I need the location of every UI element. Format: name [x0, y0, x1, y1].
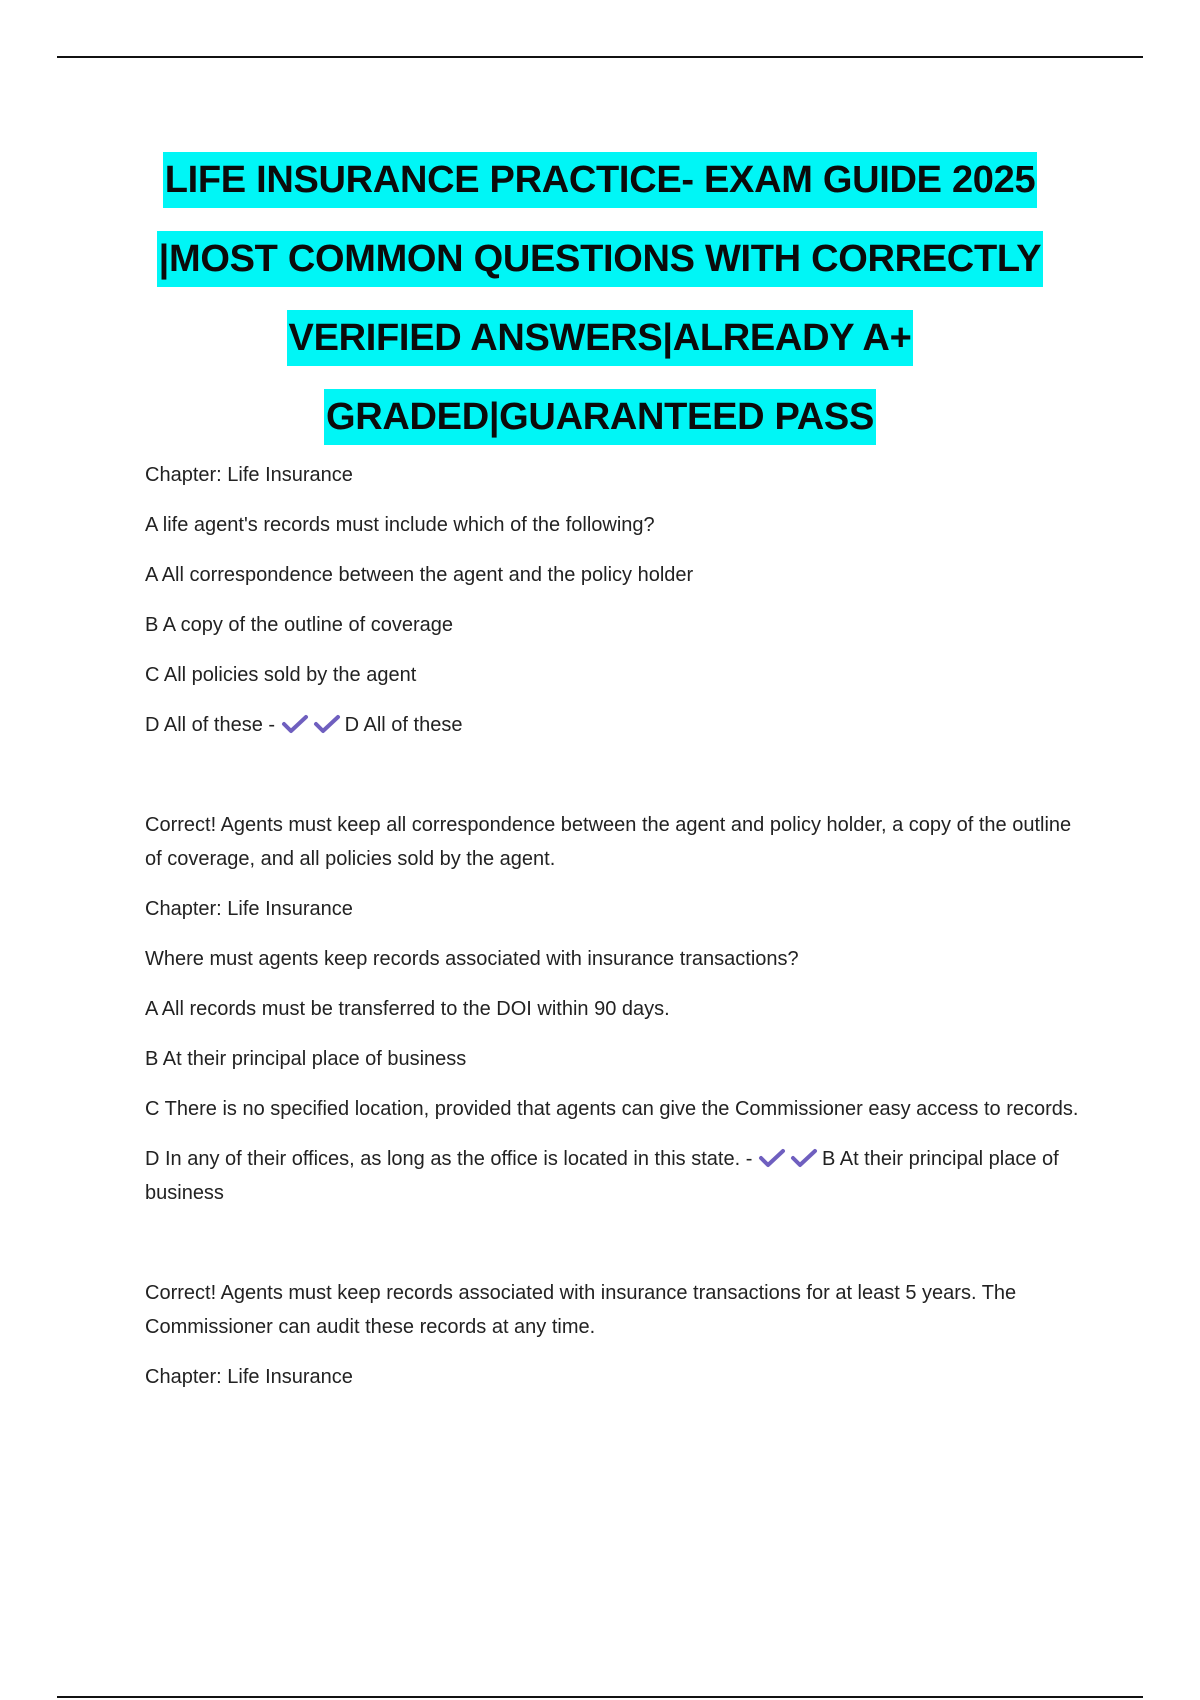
title-text: GRADED|GUARANTEED PASS: [324, 389, 876, 445]
question-text: A life agent's records must include which of the following?: [145, 514, 655, 536]
answer-option: B At their principal place of business: [145, 1048, 467, 1070]
answer-option: D In any of their offices, as long as the office is located in this state. -: [145, 1148, 753, 1170]
title-text: LIFE INSURANCE PRACTICE- EXAM GUIDE 2025: [163, 152, 1038, 208]
document-body: [145, 458, 1080, 1410]
answer-option-with-answer: [145, 1142, 1080, 1210]
title-line: [0, 219, 1200, 298]
bottom-rule: [57, 1696, 1143, 1698]
title-line: [0, 298, 1200, 377]
explanation-text: Correct! Agents must keep all correspondence between the agent and policy holder, a copy of the outline of coverage, and all policies sold by the agent.: [145, 814, 1072, 870]
answer-option: A All correspondence between the agent and the policy holder: [145, 564, 694, 586]
check-icon: [313, 713, 341, 735]
chapter-label: Chapter: Life Insurance: [145, 1366, 353, 1388]
chapter-label: Chapter: Life Insurance: [145, 464, 353, 486]
check-icon: [790, 1147, 818, 1169]
answer-option: C All policies sold by the agent: [145, 664, 417, 686]
check-icon: [758, 1147, 786, 1169]
title-line: [0, 377, 1200, 456]
answer-option-with-answer: [145, 708, 1080, 742]
explanation-text: Correct! Agents must keep records associated with insurance transactions for at least 5 years. The Commissioner can audit these records at any time.: [145, 1282, 1017, 1338]
title-line: [0, 140, 1200, 219]
answer-option: D All of these -: [145, 714, 276, 736]
check-icon: [281, 713, 309, 735]
chapter-label: Chapter: Life Insurance: [145, 898, 353, 920]
title-text: VERIFIED ANSWERS|ALREADY A+: [287, 310, 914, 366]
correct-answer: B At their principal place of business: [145, 1148, 1059, 1204]
answer-option: C There is no specified location, provided that agents can give the Commissioner easy access to records.: [145, 1098, 1079, 1120]
correct-answer: D All of these: [344, 714, 463, 736]
document-title: [0, 140, 1200, 456]
top-rule: [57, 56, 1143, 58]
answer-option: B A copy of the outline of coverage: [145, 614, 453, 636]
answer-option: A All records must be transferred to the DOI within 90 days.: [145, 998, 670, 1020]
question-text: Where must agents keep records associated with insurance transactions?: [145, 948, 799, 970]
title-text: |MOST COMMON QUESTIONS WITH CORRECTLY: [157, 231, 1044, 287]
